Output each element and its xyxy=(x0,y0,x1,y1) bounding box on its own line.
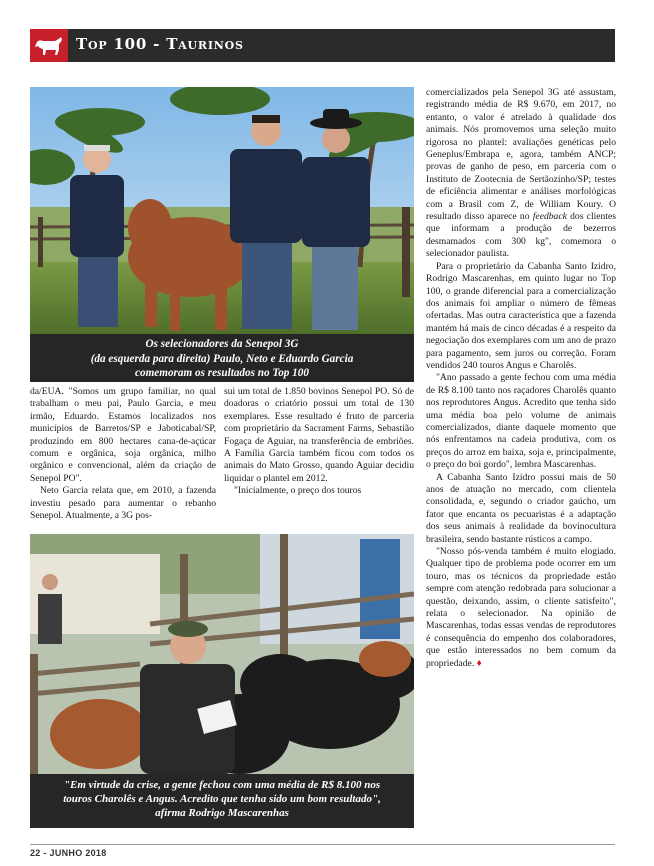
photo1-caption xyxy=(30,334,414,382)
paragraph xyxy=(426,546,616,670)
photo-cattle-corral xyxy=(30,534,414,774)
paragraph: "Ano passado a gente fechou com uma média de R$ 8.100 tanto nos raçadores Charolês quanto nos reprodutores Angus. Acredito que tenha sido uma média boa pelo volume de animais comercializados, diante daquele momento que nós enfrentamos na cadeia produtiva, com os preços do arroz em baixa, soja e, principalmente, o preço do boi gordo", lembra Mascarenhas. xyxy=(426,372,616,471)
caption-line: "Em virtude da crise, a gente fechou com uma média de R$ 8.100 nos xyxy=(63,779,381,791)
paragraph-text: comercializados pela Senepol 3G até assustam, registrando média de R$ 9.670, em 2017, no entanto, o valor é atrelado à qualidade dos animais. Nós promovemos uma seleção muito rigorosa no plantel: avaliações genéticas pelo Geneplus/Embrapa e, agora, também ANCP; provas de ganho de peso, em parceria com o Instituto de Zootecnia de Sertãozinho/SP; testes de eficiência alimentar e análises morfológicas com a Brasil com Z, de William Koury. O resultado disso aparece no xyxy=(426,87,616,223)
paragraph: A Cabanha Santo Izidro possui mais de 50 anos de atuação no mercado, com clientela consolidada, e, segundo o criador gaúcho, um fator que encanta os pecuaristas é a adaptação dos seus animais à realidade da bovinocultura brasileira, sendo bastante rústicos a campo. xyxy=(426,471,616,545)
paragraph-text: dos clientes que informam a produção de bezerros desmamados com 300 kg", comemora o selecionador paulista. xyxy=(426,211,616,260)
article-column-2 xyxy=(224,386,414,498)
end-bull-icon: ♦ xyxy=(476,657,482,669)
caption-line: comemoram os resultados no Top 100 xyxy=(135,367,309,379)
caption-line: touros Charolês e Angus. Acredito que tenha sido um bom resultado", xyxy=(63,793,381,805)
photo2-caption xyxy=(30,774,414,828)
feedback-term: feedback xyxy=(532,211,567,223)
article-column-3 xyxy=(426,87,616,670)
paragraph: Neto Garcia relata que, em 2010, a fazenda investiu pesado para aumentar o rebanho Senepol. Atualmente, a 3G pos- xyxy=(30,485,216,522)
page-footer xyxy=(30,844,615,858)
section-header xyxy=(30,29,615,62)
caption-line: afirma Rodrigo Mascarenhas xyxy=(155,807,289,819)
caption-line: (da esquerda para direita) Paulo, Neto e Eduardo Garcia xyxy=(90,352,354,365)
page-number-date: 22 - JUNHO 2018 xyxy=(30,848,107,858)
paragraph xyxy=(426,87,616,261)
logo-box xyxy=(30,29,68,62)
paragraph: sui um total de 1.850 bovinos Senepol PO. Só de doadoras o criatório possui um total de 130 exemplares. Esse resultado é fruto de parceria com proprietário da Sacrament Farms, Sebastião Fogaça de Aguiar, na transferência de embriões. A Família Garcia também ficou com todos os animais do Mato Grosso, quando Aguiar decidiu liquidar o plantel em 2012. xyxy=(224,386,414,484)
photo-illustration xyxy=(30,87,414,334)
paragraph: "Inicialmente, o preço dos touros xyxy=(234,485,362,497)
photo-illustration xyxy=(30,534,414,774)
paragraph: da/EUA. "Somos um grupo familiar, no qual trabalham o meu pai, Paulo Garcia, e meu irmão, Eduardo. Estamos localizados nos municípios de Barretos/SP e Jaboticabal/SP, produzindo em 800 hectares cana-de-açúcar comum e orgânica, soja orgânica, milho orgânico e convencional, além da criação de Senepol PO". xyxy=(30,386,216,484)
paragraph: Para o proprietário da Cabanha Santo Izidro, Rodrigo Mascarenhas, em quinto lugar no Top 100, o grande diferencial para a comercialização dos animais foi ampliar o número de fêmeas ofertadas. Mas outra característica que a fazenda mantém há mais de cinco décadas é a respeito da negociação dos exemplares com um ano de prazo para pagamento, sem juros ou correção. Foram vendidos 240 touros Angus e Charolês. xyxy=(426,260,616,371)
paragraph-text: "Nosso pós-venda também é muito elogiado. Qualquer tipo de problema pode ocorrer em um touro, mas os técnicos da propriedade estão sempre com atenção redobrada para solucionar a questão, deixando, assim, o cliente satisfeito", relata o selecionador. Na opinião de Mascarenhas, todas essas vendas de reprodutores é consequência do empenho dos colaboradores, que estão interessados no bem comum da propriedade. xyxy=(426,546,616,669)
photo-selectors-with-bull xyxy=(30,87,414,334)
caption-line: Os selecionadores da Senepol 3G xyxy=(145,338,299,350)
bull-icon xyxy=(34,35,64,57)
section-title: Top 100 - Taurinos xyxy=(76,35,244,53)
article-column-1 xyxy=(30,386,216,522)
